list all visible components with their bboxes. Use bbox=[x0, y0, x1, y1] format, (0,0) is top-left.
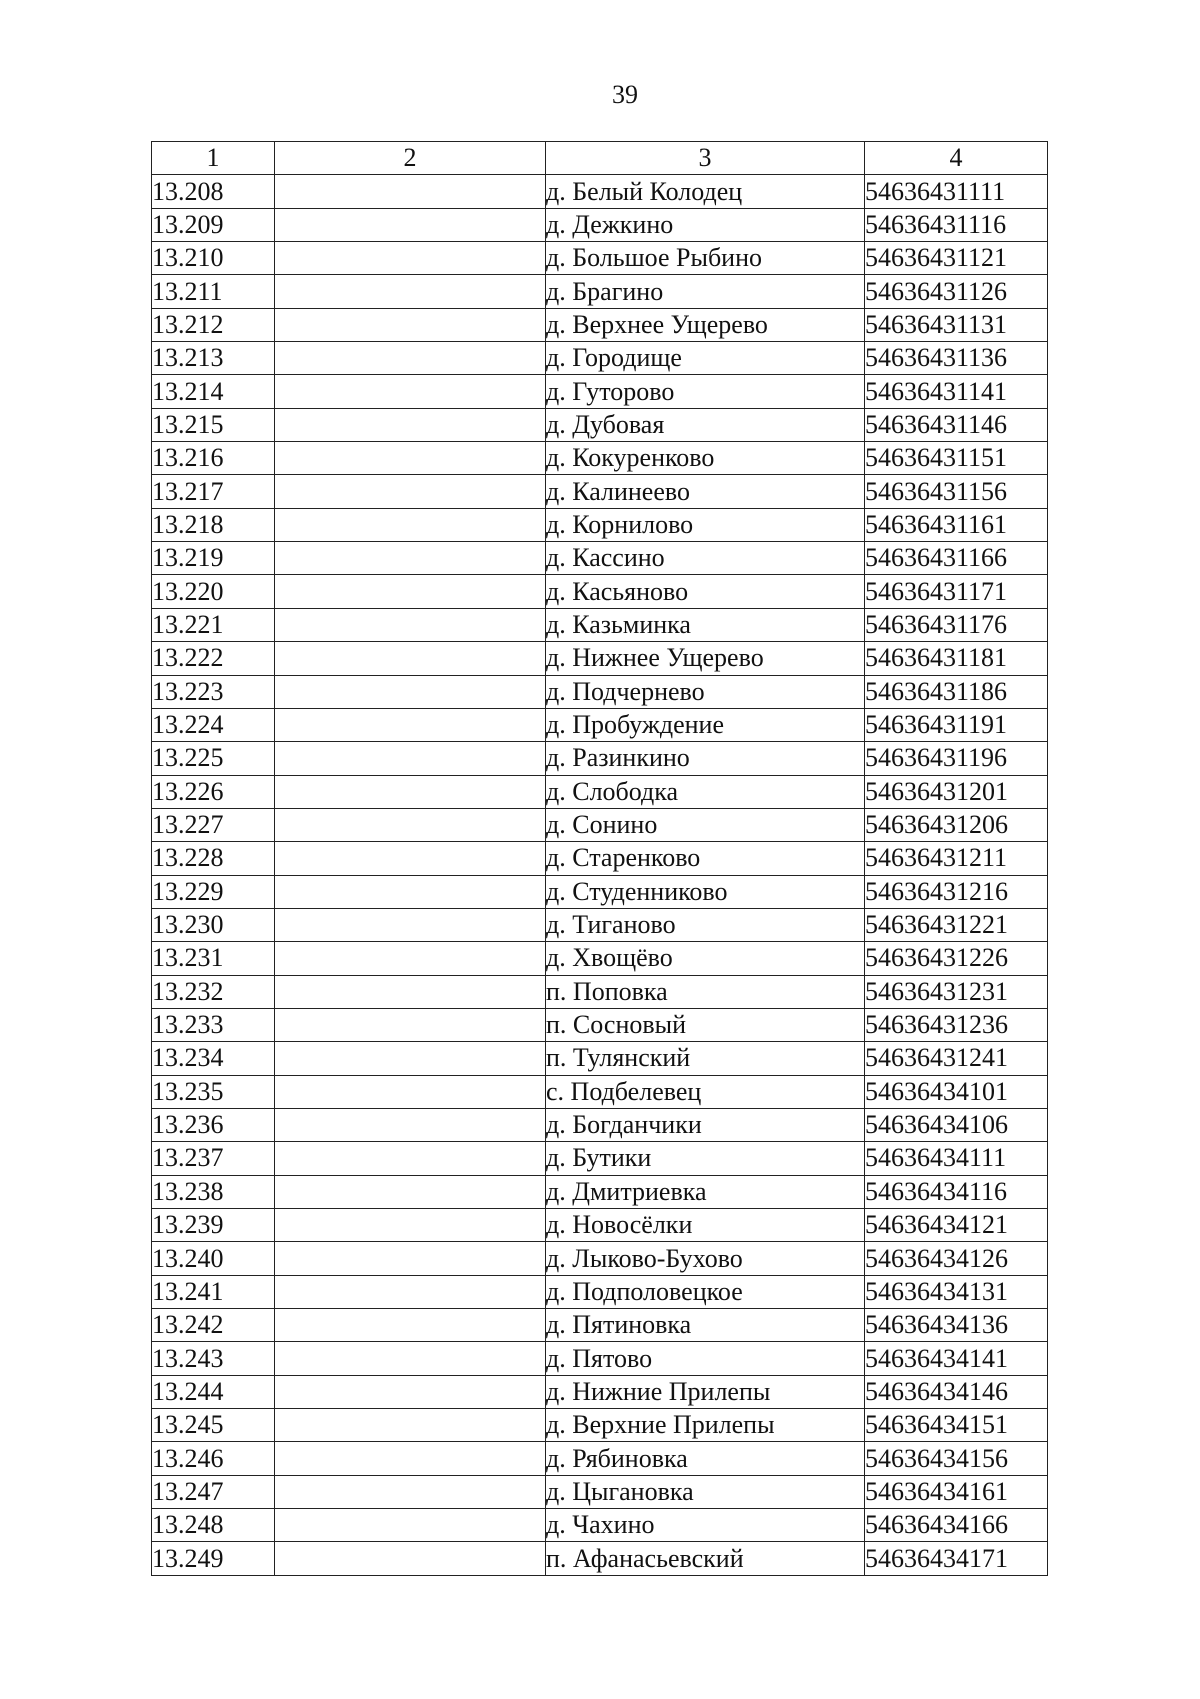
row-number-cell: 13.248 bbox=[152, 1509, 275, 1542]
settlement-name-cell: д. Чахино bbox=[546, 1509, 865, 1542]
table-row bbox=[152, 675, 1048, 708]
settlement-name-cell: д. Нижние Прилепы bbox=[546, 1375, 865, 1408]
oktmo-code-cell: 54636431206 bbox=[865, 808, 1048, 841]
table-row bbox=[152, 808, 1048, 841]
table-row bbox=[152, 208, 1048, 241]
settlement-name-cell: д. Пятиновка bbox=[546, 1309, 865, 1342]
row-number-cell: 13.218 bbox=[152, 508, 275, 541]
row-number-cell: 13.221 bbox=[152, 608, 275, 641]
row-number-cell: 13.227 bbox=[152, 808, 275, 841]
oktmo-code-cell: 54636434136 bbox=[865, 1309, 1048, 1342]
settlement-name-cell: д. Городище bbox=[546, 342, 865, 375]
row-number-cell: 13.236 bbox=[152, 1108, 275, 1141]
row-number-cell: 13.246 bbox=[152, 1442, 275, 1475]
column-2-cell bbox=[275, 1409, 546, 1442]
column-2-cell bbox=[275, 642, 546, 675]
column-2-cell bbox=[275, 1275, 546, 1308]
settlement-name-cell: д. Подчернево bbox=[546, 675, 865, 708]
row-number-cell: 13.241 bbox=[152, 1275, 275, 1308]
column-2-cell bbox=[275, 808, 546, 841]
settlement-name-cell: д. Рябиновка bbox=[546, 1442, 865, 1475]
column-2-cell bbox=[275, 608, 546, 641]
column-header-4: 4 bbox=[865, 142, 1048, 175]
column-2-cell bbox=[275, 442, 546, 475]
oktmo-code-cell: 54636431186 bbox=[865, 675, 1048, 708]
row-number-cell: 13.217 bbox=[152, 475, 275, 508]
row-number-cell: 13.212 bbox=[152, 308, 275, 341]
oktmo-code-cell: 54636434141 bbox=[865, 1342, 1048, 1375]
table-row bbox=[152, 1275, 1048, 1308]
row-number-cell: 13.215 bbox=[152, 408, 275, 441]
table-row bbox=[152, 775, 1048, 808]
settlement-name-cell: д. Богданчики bbox=[546, 1108, 865, 1141]
settlement-name-cell: д. Гуторово bbox=[546, 375, 865, 408]
settlement-name-cell: д. Кассино bbox=[546, 542, 865, 575]
column-header-1: 1 bbox=[152, 142, 275, 175]
table-row bbox=[152, 1509, 1048, 1542]
oktmo-code-cell: 54636431151 bbox=[865, 442, 1048, 475]
oktmo-code-cell: 54636434116 bbox=[865, 1175, 1048, 1208]
oktmo-code-cell: 54636431211 bbox=[865, 842, 1048, 875]
table-row bbox=[152, 1075, 1048, 1108]
column-header-2: 2 bbox=[275, 142, 546, 175]
column-2-cell bbox=[275, 1142, 546, 1175]
table-row bbox=[152, 842, 1048, 875]
settlement-name-cell: д. Касьяново bbox=[546, 575, 865, 608]
column-2-cell bbox=[275, 942, 546, 975]
settlement-name-cell: д. Калинеево bbox=[546, 475, 865, 508]
column-2-cell bbox=[275, 542, 546, 575]
table-header-row bbox=[152, 142, 1048, 175]
table-row bbox=[152, 475, 1048, 508]
table-row bbox=[152, 1142, 1048, 1175]
row-number-cell: 13.219 bbox=[152, 542, 275, 575]
settlement-name-cell: д. Верхние Прилепы bbox=[546, 1409, 865, 1442]
oktmo-code-cell: 54636434106 bbox=[865, 1108, 1048, 1141]
table-row bbox=[152, 1475, 1048, 1508]
settlement-name-cell: д. Кокуренково bbox=[546, 442, 865, 475]
column-2-cell bbox=[275, 242, 546, 275]
settlement-name-cell: п. Тулянский bbox=[546, 1042, 865, 1075]
table-row bbox=[152, 942, 1048, 975]
column-2-cell bbox=[275, 1542, 546, 1575]
row-number-cell: 13.249 bbox=[152, 1542, 275, 1575]
oktmo-code-cell: 54636434146 bbox=[865, 1375, 1048, 1408]
oktmo-code-cell: 54636431221 bbox=[865, 908, 1048, 941]
column-2-cell bbox=[275, 1509, 546, 1542]
settlement-name-cell: д. Верхнее Ущерево bbox=[546, 308, 865, 341]
column-2-cell bbox=[275, 975, 546, 1008]
row-number-cell: 13.208 bbox=[152, 175, 275, 208]
settlement-name-cell: с. Подбелевец bbox=[546, 1075, 865, 1108]
row-number-cell: 13.220 bbox=[152, 575, 275, 608]
row-number-cell: 13.211 bbox=[152, 275, 275, 308]
oktmo-code-cell: 54636431216 bbox=[865, 875, 1048, 908]
row-number-cell: 13.222 bbox=[152, 642, 275, 675]
column-2-cell bbox=[275, 1375, 546, 1408]
oktmo-code-cell: 54636431191 bbox=[865, 708, 1048, 741]
row-number-cell: 13.242 bbox=[152, 1309, 275, 1342]
oktmo-code-cell: 54636434166 bbox=[865, 1509, 1048, 1542]
table-row bbox=[152, 1309, 1048, 1342]
settlement-name-cell: д. Слободка bbox=[546, 775, 865, 808]
table-row bbox=[152, 1409, 1048, 1442]
row-number-cell: 13.237 bbox=[152, 1142, 275, 1175]
settlement-name-cell: д. Старенково bbox=[546, 842, 865, 875]
row-number-cell: 13.235 bbox=[152, 1075, 275, 1108]
row-number-cell: 13.216 bbox=[152, 442, 275, 475]
oktmo-code-cell: 54636431171 bbox=[865, 575, 1048, 608]
oktmo-code-cell: 54636434111 bbox=[865, 1142, 1048, 1175]
row-number-cell: 13.225 bbox=[152, 742, 275, 775]
column-2-cell bbox=[275, 1075, 546, 1108]
oktmo-code-cell: 54636431161 bbox=[865, 508, 1048, 541]
column-2-cell bbox=[275, 875, 546, 908]
oktmo-code-cell: 54636431141 bbox=[865, 375, 1048, 408]
oktmo-code-cell: 54636431146 bbox=[865, 408, 1048, 441]
table-row bbox=[152, 1175, 1048, 1208]
row-number-cell: 13.243 bbox=[152, 1342, 275, 1375]
oktmo-code-cell: 54636431136 bbox=[865, 342, 1048, 375]
table-row bbox=[152, 708, 1048, 741]
table-row bbox=[152, 408, 1048, 441]
column-2-cell bbox=[275, 1042, 546, 1075]
settlement-name-cell: д. Большое Рыбино bbox=[546, 242, 865, 275]
row-number-cell: 13.229 bbox=[152, 875, 275, 908]
settlement-name-cell: д. Тиганово bbox=[546, 908, 865, 941]
oktmo-code-cell: 54636431111 bbox=[865, 175, 1048, 208]
row-number-cell: 13.239 bbox=[152, 1209, 275, 1242]
table-row bbox=[152, 1442, 1048, 1475]
settlement-name-cell: д. Разинкино bbox=[546, 742, 865, 775]
settlement-name-cell: д. Сонино bbox=[546, 808, 865, 841]
column-2-cell bbox=[275, 275, 546, 308]
row-number-cell: 13.238 bbox=[152, 1175, 275, 1208]
table-row bbox=[152, 875, 1048, 908]
row-number-cell: 13.223 bbox=[152, 675, 275, 708]
settlement-name-cell: д. Казьминка bbox=[546, 608, 865, 641]
settlement-name-cell: д. Дмитриевка bbox=[546, 1175, 865, 1208]
column-2-cell bbox=[275, 1242, 546, 1275]
column-2-cell bbox=[275, 175, 546, 208]
row-number-cell: 13.209 bbox=[152, 208, 275, 241]
column-2-cell bbox=[275, 375, 546, 408]
row-number-cell: 13.244 bbox=[152, 1375, 275, 1408]
row-number-cell: 13.232 bbox=[152, 975, 275, 1008]
table-row bbox=[152, 175, 1048, 208]
column-2-cell bbox=[275, 1309, 546, 1342]
column-2-cell bbox=[275, 508, 546, 541]
oktmo-code-cell: 54636434161 bbox=[865, 1475, 1048, 1508]
settlement-name-cell: д. Дежкино bbox=[546, 208, 865, 241]
column-2-cell bbox=[275, 675, 546, 708]
table-row bbox=[152, 908, 1048, 941]
oktmo-code-cell: 54636434101 bbox=[865, 1075, 1048, 1108]
table-row bbox=[152, 1042, 1048, 1075]
oktmo-code-cell: 54636434131 bbox=[865, 1275, 1048, 1308]
table-row bbox=[152, 742, 1048, 775]
column-2-cell bbox=[275, 908, 546, 941]
row-number-cell: 13.247 bbox=[152, 1475, 275, 1508]
oktmo-code-cell: 54636431181 bbox=[865, 642, 1048, 675]
row-number-cell: 13.245 bbox=[152, 1409, 275, 1442]
table-row bbox=[152, 508, 1048, 541]
column-2-cell bbox=[275, 1475, 546, 1508]
row-number-cell: 13.210 bbox=[152, 242, 275, 275]
table-row bbox=[152, 242, 1048, 275]
oktmo-code-cell: 54636431166 bbox=[865, 542, 1048, 575]
column-2-cell bbox=[275, 408, 546, 441]
table-row bbox=[152, 1542, 1048, 1575]
oktmo-code-cell: 54636431116 bbox=[865, 208, 1048, 241]
column-2-cell bbox=[275, 342, 546, 375]
row-number-cell: 13.240 bbox=[152, 1242, 275, 1275]
column-header-3: 3 bbox=[546, 142, 865, 175]
table-row bbox=[152, 575, 1048, 608]
table-body bbox=[152, 175, 1048, 1575]
column-2-cell bbox=[275, 775, 546, 808]
oktmo-code-cell: 54636434151 bbox=[865, 1409, 1048, 1442]
oktmo-code-cell: 54636431231 bbox=[865, 975, 1048, 1008]
settlement-name-cell: п. Поповка bbox=[546, 975, 865, 1008]
page-number: 39 bbox=[612, 80, 638, 109]
table-row bbox=[152, 1342, 1048, 1375]
settlement-name-cell: п. Афанасьевский bbox=[546, 1542, 865, 1575]
column-2-cell bbox=[275, 1175, 546, 1208]
column-2-cell bbox=[275, 708, 546, 741]
table-row bbox=[152, 642, 1048, 675]
table-row bbox=[152, 542, 1048, 575]
settlement-name-cell: д. Студенниково bbox=[546, 875, 865, 908]
oktmo-code-cell: 54636434126 bbox=[865, 1242, 1048, 1275]
row-number-cell: 13.234 bbox=[152, 1042, 275, 1075]
table-row bbox=[152, 1242, 1048, 1275]
column-2-cell bbox=[275, 308, 546, 341]
settlement-name-cell: д. Цыгановка bbox=[546, 1475, 865, 1508]
settlement-name-cell: д. Пятово bbox=[546, 1342, 865, 1375]
column-2-cell bbox=[275, 1209, 546, 1242]
oktmo-code-cell: 54636431156 bbox=[865, 475, 1048, 508]
table-row bbox=[152, 608, 1048, 641]
row-number-cell: 13.226 bbox=[152, 775, 275, 808]
table-row bbox=[152, 1375, 1048, 1408]
table-row bbox=[152, 1108, 1048, 1141]
oktmo-code-cell: 54636434171 bbox=[865, 1542, 1048, 1575]
column-2-cell bbox=[275, 1442, 546, 1475]
oktmo-code-cell: 54636431196 bbox=[865, 742, 1048, 775]
row-number-cell: 13.214 bbox=[152, 375, 275, 408]
column-2-cell bbox=[275, 1108, 546, 1141]
settlement-name-cell: д. Пробуждение bbox=[546, 708, 865, 741]
oktmo-code-cell: 54636431201 bbox=[865, 775, 1048, 808]
oktmo-code-cell: 54636431241 bbox=[865, 1042, 1048, 1075]
settlement-name-cell: д. Подполовецкое bbox=[546, 1275, 865, 1308]
oktmo-code-cell: 54636434156 bbox=[865, 1442, 1048, 1475]
oktmo-code-cell: 54636431131 bbox=[865, 308, 1048, 341]
column-2-cell bbox=[275, 475, 546, 508]
row-number-cell: 13.228 bbox=[152, 842, 275, 875]
oktmo-code-cell: 54636431126 bbox=[865, 275, 1048, 308]
table-row bbox=[152, 375, 1048, 408]
column-2-cell bbox=[275, 208, 546, 241]
table-row bbox=[152, 442, 1048, 475]
settlement-name-cell: д. Белый Колодец bbox=[546, 175, 865, 208]
oktmo-code-cell: 54636434121 bbox=[865, 1209, 1048, 1242]
row-number-cell: 13.213 bbox=[152, 342, 275, 375]
settlement-name-cell: д. Хвощёво bbox=[546, 942, 865, 975]
settlement-name-cell: д. Бутики bbox=[546, 1142, 865, 1175]
table-row bbox=[152, 975, 1048, 1008]
oktmo-code-cell: 54636431226 bbox=[865, 942, 1048, 975]
column-2-cell bbox=[275, 1008, 546, 1041]
settlements-table bbox=[151, 141, 1048, 1576]
oktmo-code-cell: 54636431236 bbox=[865, 1008, 1048, 1041]
oktmo-code-cell: 54636431121 bbox=[865, 242, 1048, 275]
settlement-name-cell: п. Сосновый bbox=[546, 1008, 865, 1041]
column-2-cell bbox=[275, 575, 546, 608]
table-row bbox=[152, 1209, 1048, 1242]
settlement-name-cell: д. Нижнее Ущерево bbox=[546, 642, 865, 675]
row-number-cell: 13.231 bbox=[152, 942, 275, 975]
settlement-name-cell: д. Дубовая bbox=[546, 408, 865, 441]
settlement-name-cell: д. Лыково-Бухово bbox=[546, 1242, 865, 1275]
column-2-cell bbox=[275, 842, 546, 875]
row-number-cell: 13.230 bbox=[152, 908, 275, 941]
table-row bbox=[152, 342, 1048, 375]
table-row bbox=[152, 1008, 1048, 1041]
oktmo-code-cell: 54636431176 bbox=[865, 608, 1048, 641]
table-row bbox=[152, 275, 1048, 308]
settlement-name-cell: д. Брагино bbox=[546, 275, 865, 308]
column-2-cell bbox=[275, 742, 546, 775]
row-number-cell: 13.233 bbox=[152, 1008, 275, 1041]
table-row bbox=[152, 308, 1048, 341]
row-number-cell: 13.224 bbox=[152, 708, 275, 741]
settlement-name-cell: д. Корнилово bbox=[546, 508, 865, 541]
settlement-name-cell: д. Новосёлки bbox=[546, 1209, 865, 1242]
column-2-cell bbox=[275, 1342, 546, 1375]
